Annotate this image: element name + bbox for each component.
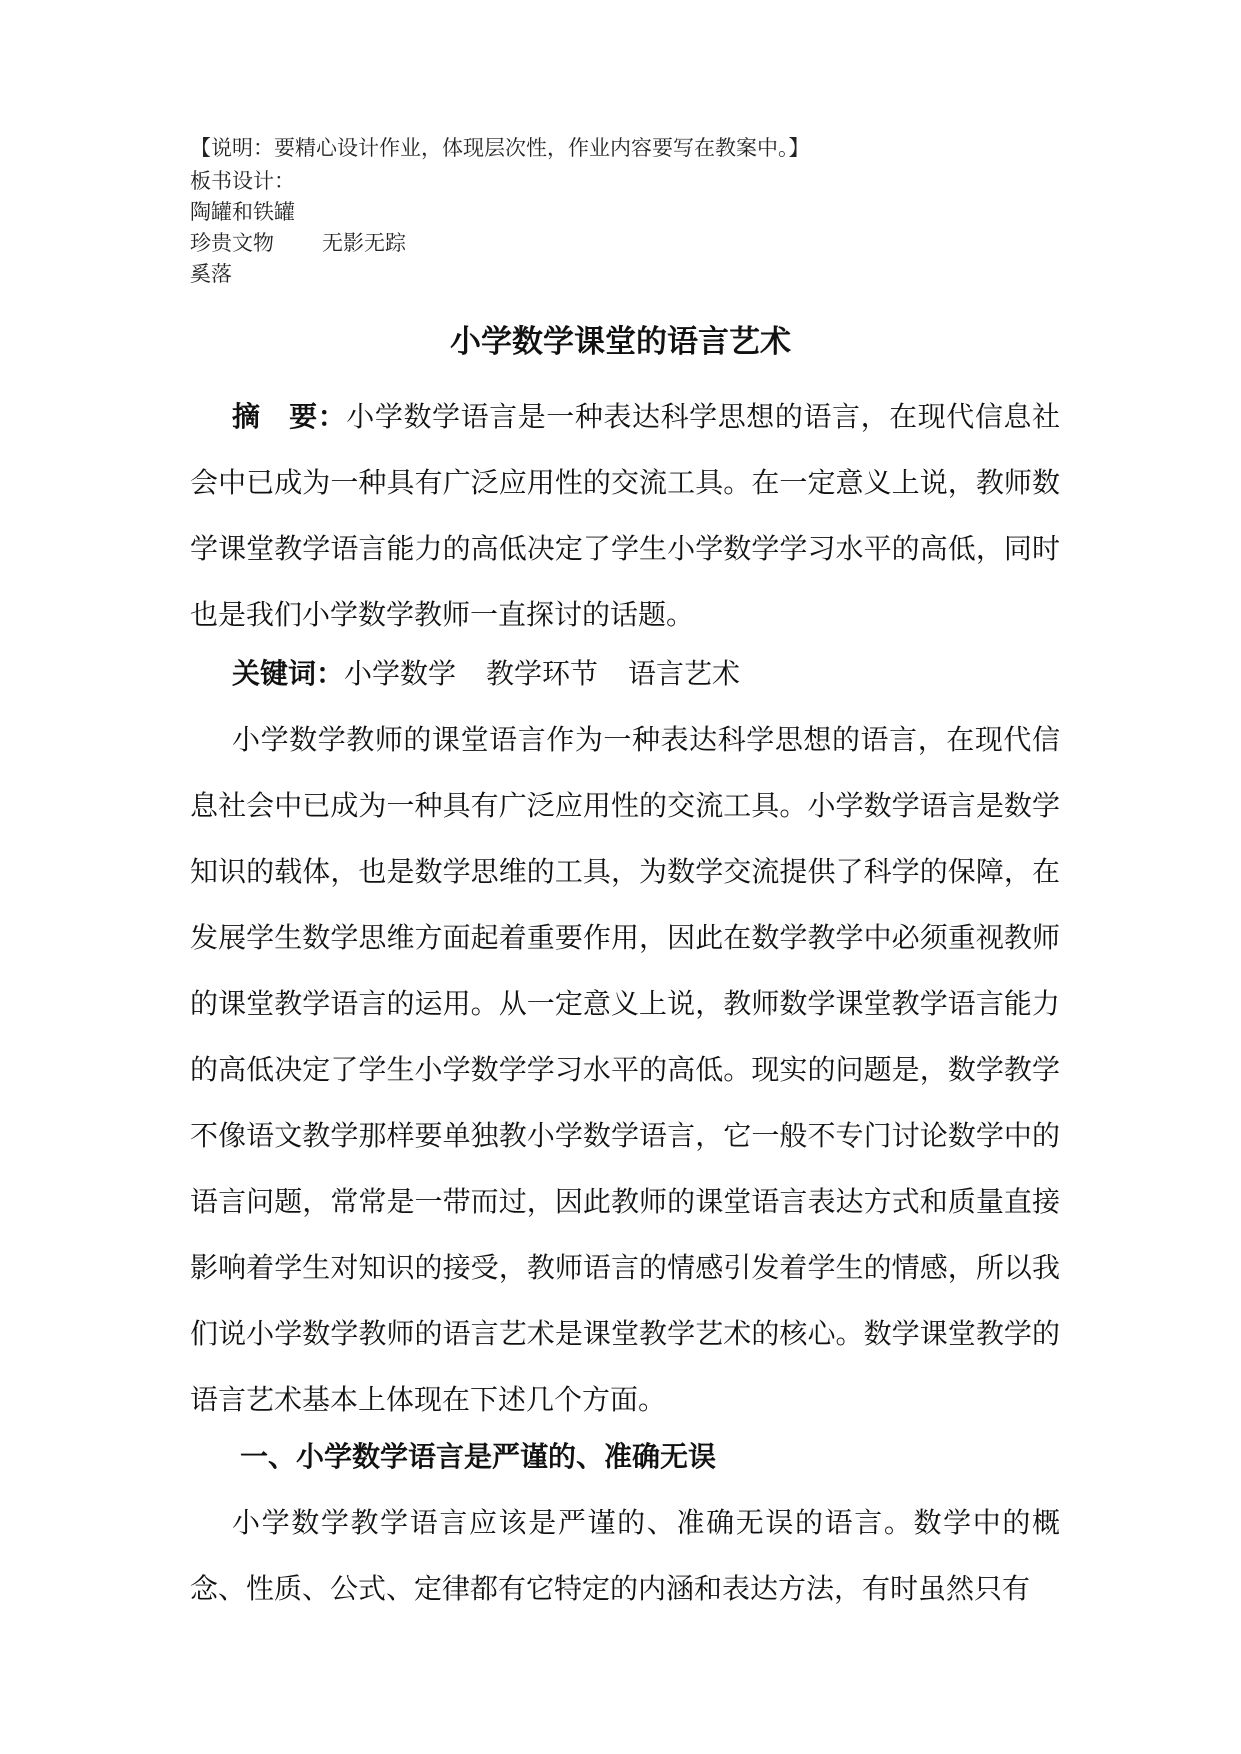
keyword-item: 小学数学 <box>344 657 457 690</box>
keyword-item: 语言艺术 <box>628 657 741 690</box>
abstract-paragraph <box>190 384 1060 648</box>
board-design-label: 板书设计： <box>190 169 295 193</box>
assignment-instruction-note: 【说明：要精心设计作业，体现层次性，作业内容要写在教案中。】 <box>190 136 810 160</box>
board-design-line-2-left: 珍贵文物 <box>190 231 274 255</box>
intro-paragraph: 小学数学教师的课堂语言作为一种表达科学思想的语言，在现代信息社会中已成为一种具有广泛应用性的交流工具。小学数学语言是数学知识的载体，也是数学思维的工具，为数学交流提供了科学的保障，在发展学生数学思维方面起着重要作用，因此在数学教学中必须重视教师的课堂教学语言的运用。从一定意义上说，教师数学课堂教学语言能力的高低决定了学生小学数学学习水平的高低。现实的问题是，数学教学不像语文教学那样要单独教小学数学语言，它一般不专门讨论数学中的语言问题，常常是一带而过，因此教师的课堂语言表达方式和质量直接影响着学生对知识的接受，教师语言的情感引发着学生的情感，所以我们说小学数学教师的语言艺术是课堂教学艺术的核心。数学课堂教学的语言艺术基本上体现在下述几个方面。 <box>190 723 1060 1416</box>
abstract-text: 小学数学语言是一种表达科学思想的语言，在现代信息社会中已成为一种具有广泛应用性的交流工具。在一定意义上说，教师数学课堂教学语言能力的高低决定了学生小学数学学习水平的高低，同时也是我们小学数学教师一直探讨的话题。 <box>190 400 1060 631</box>
abstract-label: 摘 要： <box>232 400 347 433</box>
board-design-line-2-right: 无影无踪 <box>322 231 406 255</box>
keywords-line <box>232 641 740 707</box>
keywords-label: 关键词： <box>232 657 345 690</box>
section-1-paragraph: 小学数学教学语言应该是严谨的、准确无误的语言。数学中的概念、性质、公式、定律都有它特定的内涵和表达方法，有时虽然只有 <box>190 1506 1060 1605</box>
board-design-line-3: 奚落 <box>190 262 232 286</box>
board-design-line-2 <box>190 229 406 257</box>
section-heading: 一、小学数学语言是严谨的、准确无误 <box>240 1440 717 1473</box>
keyword-item: 教学环节 <box>486 657 599 690</box>
article-title: 小学数学课堂的语言艺术 <box>450 324 791 360</box>
board-design-line-1: 陶罐和铁罐 <box>190 200 295 224</box>
